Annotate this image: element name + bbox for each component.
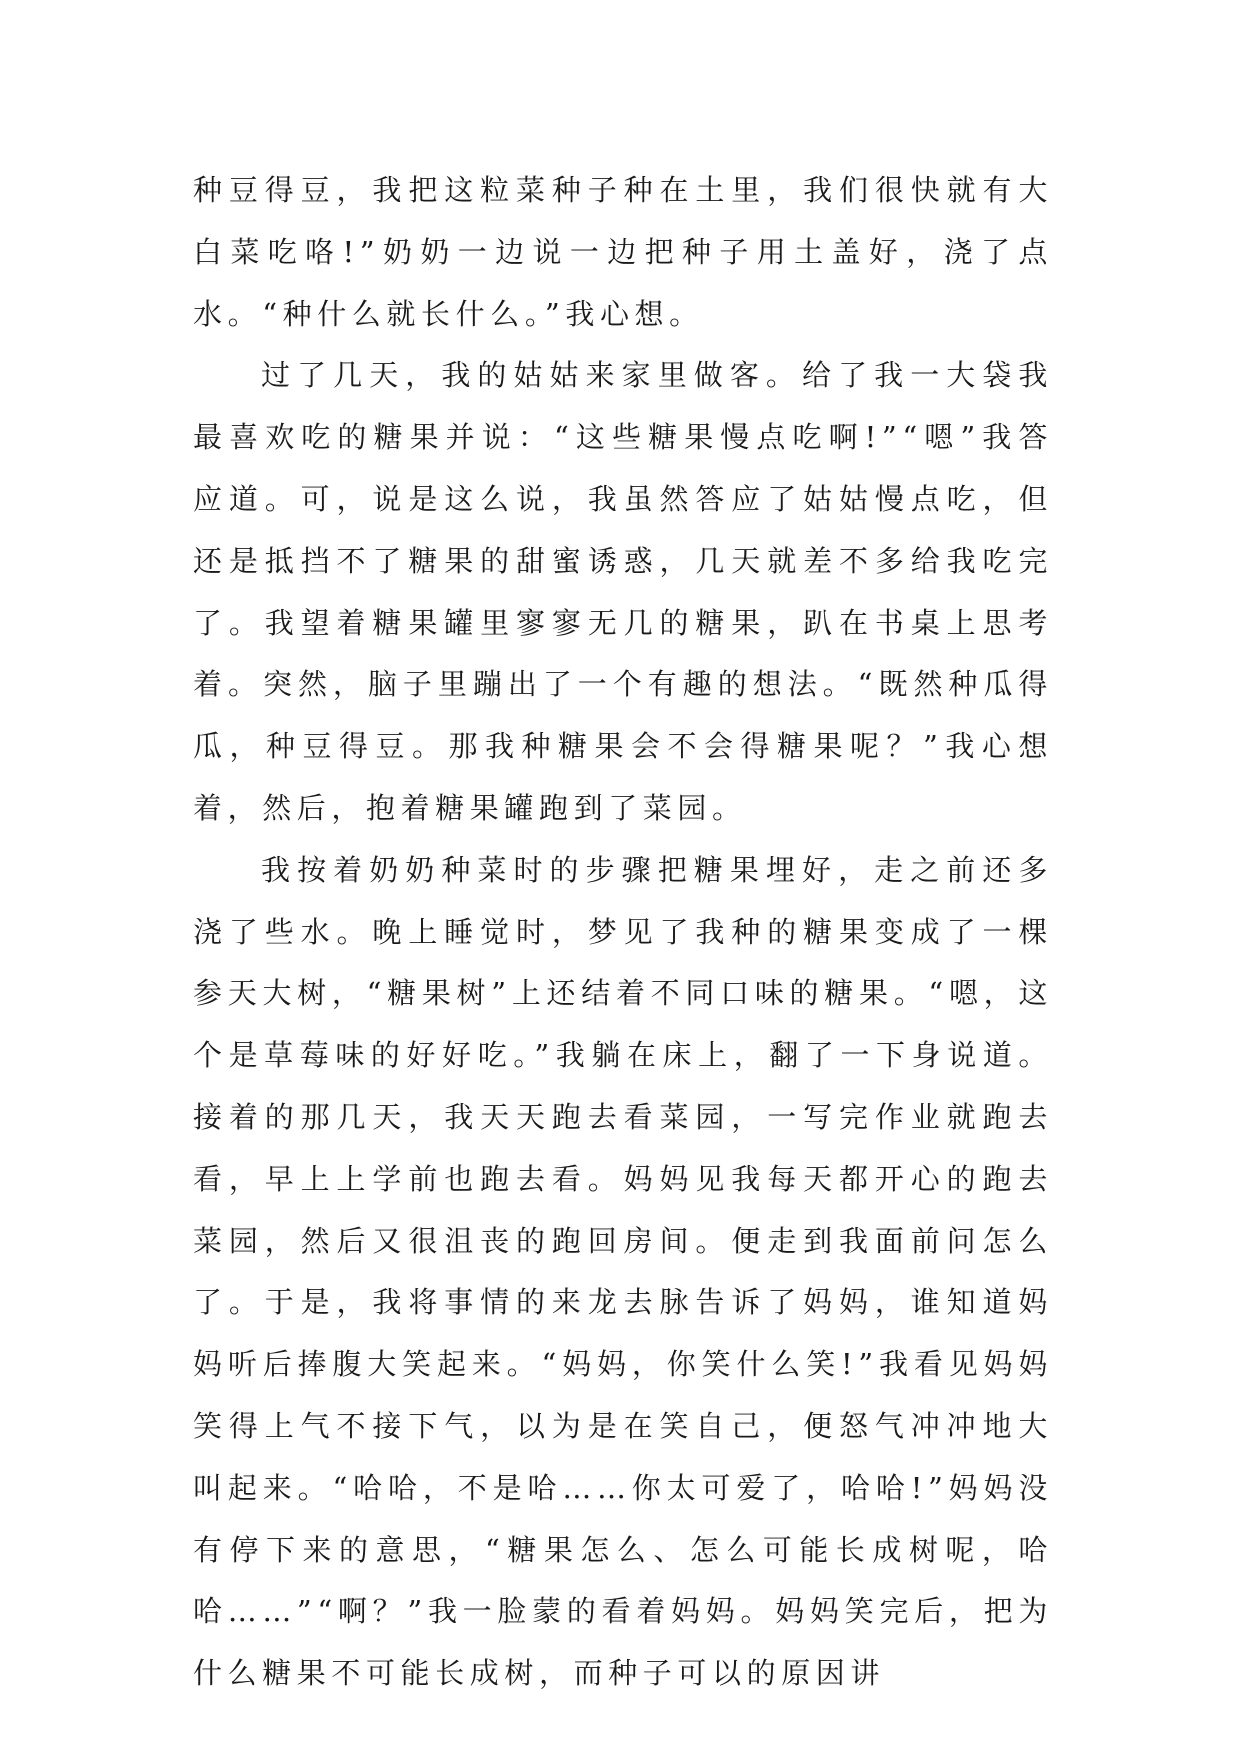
paragraph-1: 种豆得豆，我把这粒菜种子种在土里，我们很快就有大白菜吃咯!”奶奶一边说一边把种子用土盖好，浇了点水。“种什么就长什么。”我心想。: [193, 173, 1053, 331]
paragraph-2: 过了几天，我的姑姑来家里做客。给了我一大袋我最喜欢吃的糖果并说：“这些糖果慢点吃啊!”“嗯”我答应道。可，说是这么说，我虽然答应了姑姑慢点吃，但还是抵挡不了糖果的甜蜜诱惑，几天就差不多给我吃完了。我望着糖果罐里寥寥无几的糖果，趴在书桌上思考着。突然，脑子里蹦出了一个有趣的想法。“既然种瓜得瓜，种豆得豆。那我种糖果会不会得糖果呢？”我心想着，然后，抱着糖果罐跑到了菜园。: [193, 358, 1053, 825]
document-body: [193, 160, 1053, 1705]
paragraph-3: 我按着奶奶种菜时的步骤把糖果埋好，走之前还多浇了些水。晚上睡觉时，梦见了我种的糖果变成了一棵参天大树，“糖果树”上还结着不同口味的糖果。“嗯，这个是草莓味的好好吃。”我躺在床上，翻了一下身说道。接着的那几天，我天天跑去看菜园，一写完作业就跑去看，早上上学前也跑去看。妈妈见我每天都开心的跑去菜园，然后又很沮丧的跑回房间。便走到我面前问怎么了。于是，我将事情的来龙去脉告诉了妈妈，谁知道妈妈听后捧腹大笑起来。“妈妈，你笑什么笑!”我看见妈妈笑得上气不接下气，以为是在笑自己，便怒气冲冲地大叫起来。“哈哈，不是哈……你太可爱了，哈哈!”妈妈没有停下来的意思，“糖果怎么、怎么可能长成树呢，哈哈……”“啊？”我一脸蒙的看着妈妈。妈妈笑完后，把为什么糖果不可能长成树，而种子可以的原因讲: [193, 852, 1053, 1691]
